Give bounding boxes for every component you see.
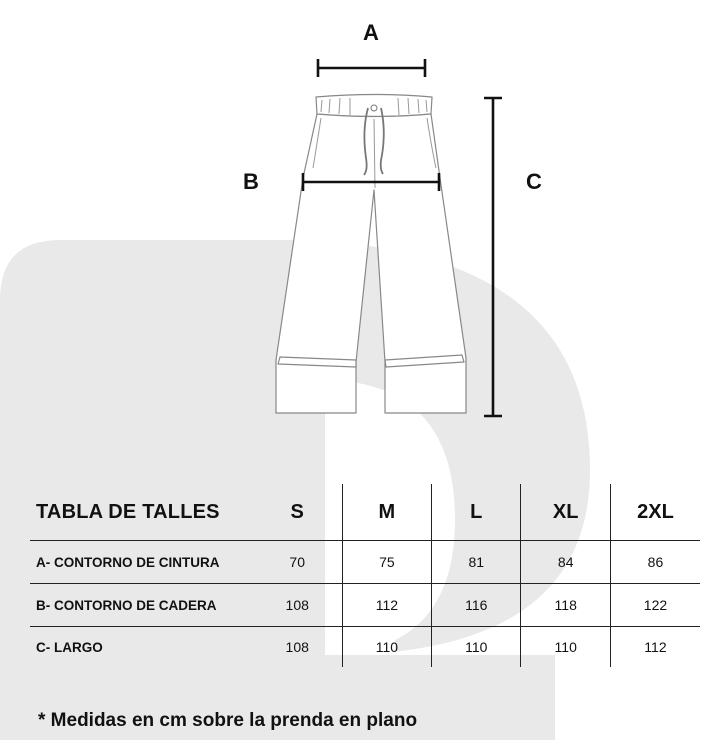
- row-label-waist: A- CONTORNO DE CINTURA: [30, 541, 253, 584]
- size-header-m: M: [342, 484, 431, 541]
- table-title: TABLA DE TALLES: [30, 484, 253, 541]
- table-cell: 110: [342, 627, 431, 668]
- table-cell: 110: [432, 627, 521, 668]
- table-cell: 122: [610, 584, 700, 627]
- table-cell: 112: [610, 627, 700, 668]
- dimension-label-a: A: [363, 20, 379, 45]
- table-row: [30, 584, 700, 627]
- table-row: [30, 541, 700, 584]
- row-label-hip: B- CONTORNO DE CADERA: [30, 584, 253, 627]
- table-cell: 86: [610, 541, 700, 584]
- dimension-line-a: [318, 59, 425, 77]
- table-cell: 116: [432, 584, 521, 627]
- table-cell: 108: [253, 584, 342, 627]
- size-header-2xl: 2XL: [610, 484, 700, 541]
- size-header-xl: XL: [521, 484, 610, 541]
- dimension-line-c: [484, 98, 502, 416]
- row-label-length: C- LARGO: [36, 639, 103, 655]
- measurement-footnote: * Medidas en cm sobre la prenda en plano: [38, 710, 418, 731]
- size-header-l: L: [432, 484, 521, 541]
- table-cell: 84: [521, 541, 610, 584]
- table-cell: 110: [521, 627, 610, 668]
- table-cell: 112: [342, 584, 431, 627]
- table-row: [30, 627, 700, 668]
- dimension-label-b: B: [243, 169, 259, 194]
- dimension-label-c: C: [526, 169, 542, 194]
- table-cell: 118: [521, 584, 610, 627]
- table-cell: 81: [432, 541, 521, 584]
- table-header-row: [30, 484, 700, 541]
- table-cell: 70: [253, 541, 342, 584]
- size-header-s: S: [253, 484, 342, 541]
- size-chart-table: [30, 484, 700, 667]
- table-cell: 75: [342, 541, 431, 584]
- table-cell: 108: [285, 639, 309, 655]
